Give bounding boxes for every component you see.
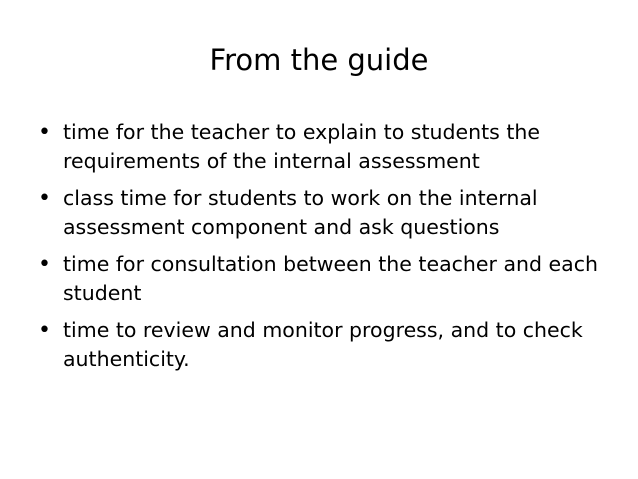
bullet-item — [38, 250, 618, 308]
bullet-icon: • — [38, 318, 51, 343]
bullet-text: time for the teacher to explain to students the requirements of the internal assessment — [63, 120, 540, 173]
bullet-text: class time for students to work on the internal assessment component and ask questions — [63, 186, 538, 239]
bullet-item — [38, 316, 618, 374]
bullet-item — [38, 118, 618, 176]
bullet-icon: • — [38, 186, 51, 211]
bullet-item — [38, 184, 618, 242]
bullet-text: time to review and monitor progress, and to check authenticity. — [63, 318, 583, 371]
slide-title: From the guide — [209, 43, 429, 77]
bullet-icon: • — [38, 252, 51, 277]
bullet-text: time for consultation between the teacher and each student — [63, 252, 598, 305]
bullet-icon: • — [38, 120, 51, 145]
bullet-list — [38, 118, 618, 382]
